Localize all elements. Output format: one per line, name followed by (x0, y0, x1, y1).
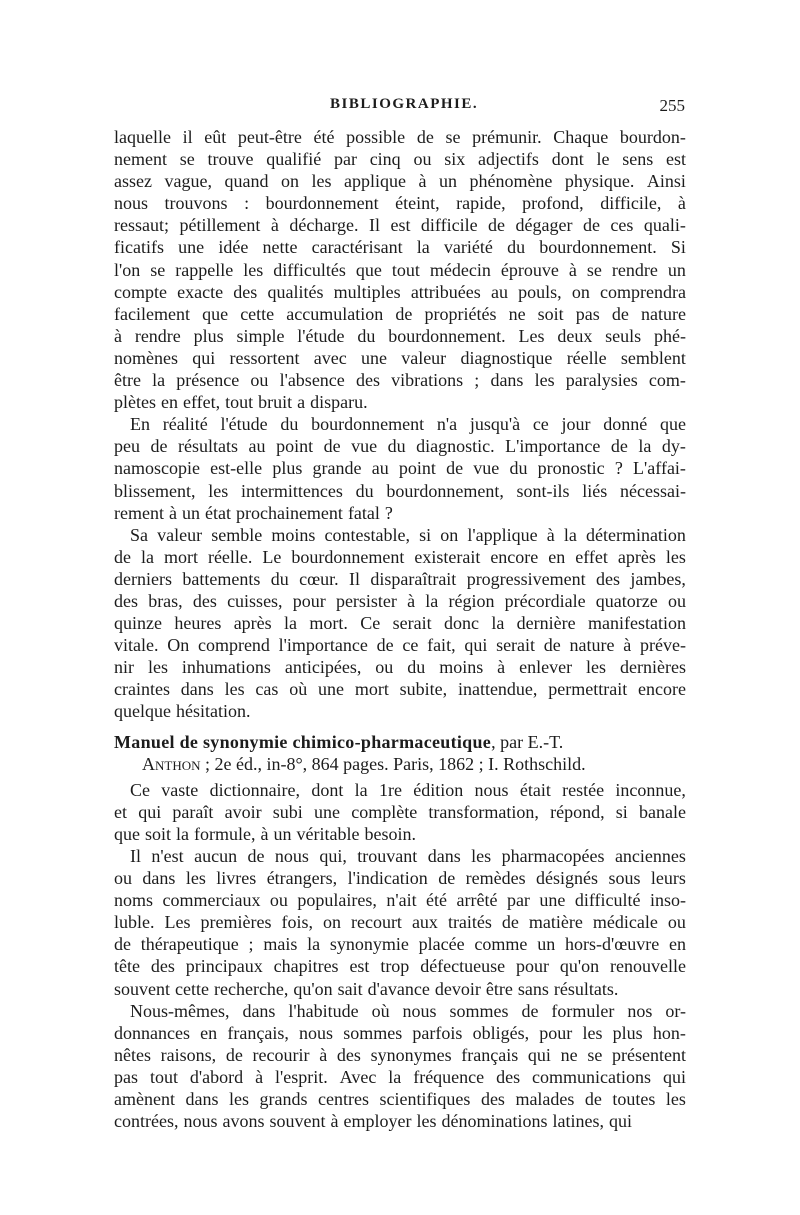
paragraph (114, 779, 686, 845)
text-line: nement se trouve qualifié par cinq ou six adjectifs dont le sens est (114, 149, 686, 170)
text-line: compte exacte des qualités multiples attribuées au pouls, on comprendra (114, 281, 686, 302)
text-line: Sa valeur semble moins contestable, si on l'applique à la détermination (130, 524, 686, 545)
text-line: laquelle il eût peut-être été possible de se prémunir. Chaque bourdon- (114, 127, 686, 147)
text-line: rement à un état prochainement fatal ? (114, 502, 393, 523)
text-line: luble. Les premières fois, on recourt aux traités de matière médicale ou (114, 912, 686, 933)
entry-title: Manuel de synonymie chimico-pharmaceutique (114, 731, 492, 752)
text-line: de la mort réelle. Le bourdonnement existerait encore en effet après les (114, 546, 686, 567)
text-line: tête des principaux chapitres est trop défectueuse pour qu'on renouvelle (114, 956, 686, 977)
text-line: craintes dans les cas où une mort subite, inattendue, permettrait encore (114, 679, 686, 700)
text-line: Nous-mêmes, dans l'habitude où nous sommes de formuler nos or- (130, 1000, 686, 1021)
entry-publication-info (114, 753, 686, 775)
paragraph (114, 845, 686, 1000)
running-header (115, 96, 685, 120)
text-line: souvent cette recherche, qu'on sait d'avance devoir être sans résultats. (114, 978, 619, 999)
paragraph (114, 126, 686, 413)
text-line: de thérapeutique ; mais la synonymie placée comme un hors-d'œuvre en (114, 934, 686, 955)
text-line: à rendre plus simple l'étude du bourdonnement. Les deux seuls phé- (114, 325, 686, 346)
entry-details: ; 2e éd., in-8°, 864 pages. Paris, 1862 ; I. Rothschild. (200, 753, 586, 774)
text-line: facilement que cette accumulation de propriétés ne soit pas de nature (114, 303, 686, 324)
text-line: derniers battements du cœur. Il disparaîtrait progressivement des jambes, (114, 568, 686, 589)
text-line: assez vague, quand on les applique à un phénomène physique. Ainsi (114, 171, 686, 192)
text-line: nous trouvons : bourdonnement éteint, rapide, profond, difficile, à (114, 193, 686, 214)
text-line: nêtes raisons, de recourir à des synonymes français qui ne se présentent (114, 1044, 686, 1065)
text-line: contrées, nous avons souvent à employer les dénominations latines, qui (114, 1111, 632, 1132)
paragraph (114, 524, 686, 723)
paragraph (114, 1000, 686, 1133)
text-line: nomènes qui ressortent avec une valeur diagnostique réelle semblent (114, 347, 686, 368)
text-line: Ce vaste dictionnaire, dont la 1re édition nous était restée inconnue, (130, 779, 686, 800)
text-line: En réalité l'étude du bourdonnement n'a jusqu'à ce jour donné que (130, 414, 686, 435)
text-line: noms commerciaux ou populaires, n'ait été arrêté par une difficulté inso- (114, 890, 686, 911)
paragraph (114, 413, 686, 523)
text-line: vitale. On comprend l'importance de ce fait, qui serait de nature à préve- (114, 635, 686, 656)
text-line: pas tout d'abord à l'esprit. Avec la fréquence des communications qui (114, 1066, 686, 1087)
text-line: être la présence ou l'absence des vibrations ; dans les paralysies com- (114, 370, 686, 391)
text-line: des bras, des cuisses, pour persister à la région précordiale quatorze ou (114, 590, 686, 611)
text-line: plètes en effet, tout bruit a disparu. (114, 392, 368, 413)
running-title: BIBLIOGRAPHIE. (330, 96, 479, 112)
text-line: et qui paraît avoir subi une complète transformation, répond, si banale (114, 801, 686, 822)
text-line: ressaut; pétillement à décharge. Il est difficile de dégager de ces quali- (114, 215, 686, 236)
text-line: blissement, les intermittences du bourdonnement, sont-ils liés nécessai- (114, 480, 686, 501)
text-line: namoscopie est-elle plus grande au point de vue du pronostic ? L'affai- (114, 458, 686, 479)
text-line: l'on se rappelle les difficultés que tout médecin éprouve à se rendre un (114, 259, 686, 280)
text-line: quelque hésitation. (114, 701, 251, 722)
text-line: amènent dans les grands centres scientifiques des malades de toutes les (114, 1089, 686, 1110)
text-line: donnances en français, nous sommes parfois obligés, pour les plus hon- (114, 1022, 686, 1043)
text-line: quinze heures après la mort. Ce serait donc la dernière manifestation (114, 613, 686, 634)
text-line: ficatifs une idée nette caractérisant la variété du bourdonnement. Si (114, 237, 686, 258)
page-number: 255 (659, 96, 685, 115)
text-line: que soit la formule, à un véritable besoin. (114, 823, 416, 844)
entry-heading (114, 731, 686, 753)
page-body (114, 126, 686, 1132)
entry-author: Anthon (142, 753, 201, 774)
text-line: ou dans les livres étrangers, l'indication de remèdes désignés sous leurs (114, 868, 686, 889)
text-line: Il n'est aucun de nous qui, trouvant dans les pharmacopées anciennes (130, 846, 686, 866)
entry-title-suffix: , par E.-T. (491, 731, 564, 752)
text-line: nir les inhumations anticipées, ou du moins à enlever les dernières (114, 657, 686, 678)
text-line: peu de résultats au point de vue du diagnostic. L'importance de la dy- (114, 436, 686, 457)
